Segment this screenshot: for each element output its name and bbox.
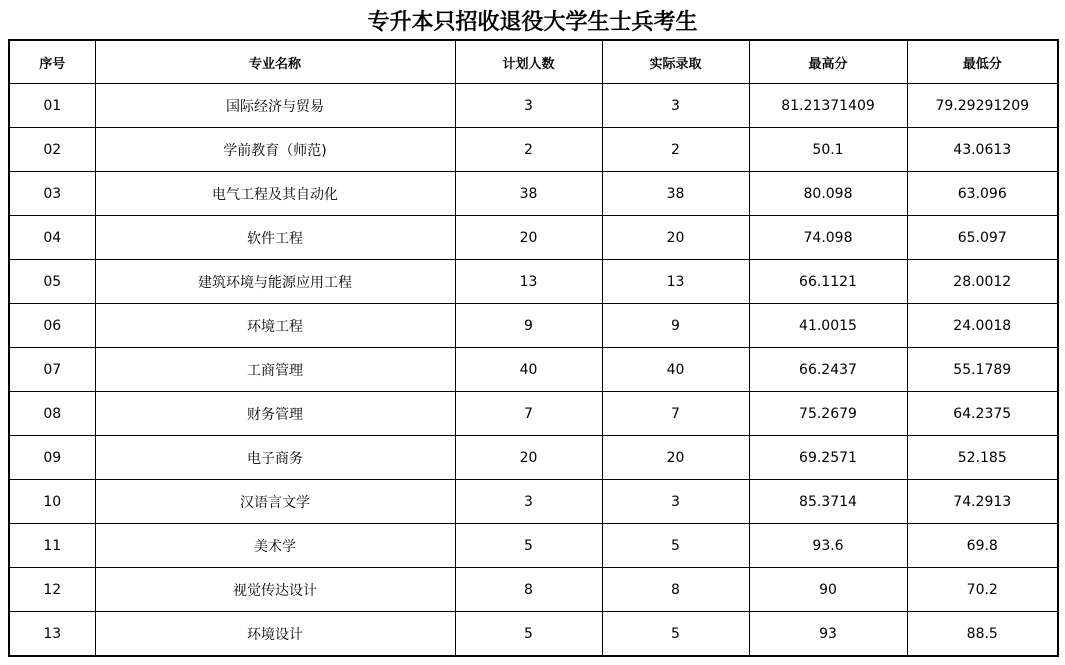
cell-max-score: 50.1 [749, 128, 907, 172]
cell-seq: 01 [9, 84, 95, 128]
cell-plan: 7 [455, 392, 602, 436]
header-seq: 序号 [9, 40, 95, 84]
cell-actual: 13 [602, 260, 749, 304]
cell-plan: 20 [455, 436, 602, 480]
table-header-row [9, 40, 1058, 84]
cell-seq: 03 [9, 172, 95, 216]
table-row [9, 392, 1058, 436]
cell-actual: 7 [602, 392, 749, 436]
cell-major: 环境设计 [95, 612, 455, 657]
cell-actual: 9 [602, 304, 749, 348]
cell-min-score: 55.1789 [907, 348, 1058, 392]
cell-plan: 5 [455, 524, 602, 568]
cell-min-score: 79.29291209 [907, 84, 1058, 128]
table-row [9, 216, 1058, 260]
header-actual: 实际录取 [602, 40, 749, 84]
cell-min-score: 43.0613 [907, 128, 1058, 172]
cell-seq: 05 [9, 260, 95, 304]
cell-min-score: 64.2375 [907, 392, 1058, 436]
cell-plan: 3 [455, 480, 602, 524]
cell-max-score: 81.21371409 [749, 84, 907, 128]
cell-plan: 40 [455, 348, 602, 392]
cell-plan: 3 [455, 84, 602, 128]
cell-max-score: 93.6 [749, 524, 907, 568]
cell-seq: 10 [9, 480, 95, 524]
header-major: 专业名称 [95, 40, 455, 84]
cell-major: 电气工程及其自动化 [95, 172, 455, 216]
cell-seq: 13 [9, 612, 95, 657]
page-title: 专升本只招收退役大学生士兵考生 [367, 10, 698, 35]
cell-major: 学前教育（师范) [95, 128, 455, 172]
cell-plan: 5 [455, 612, 602, 657]
cell-max-score: 74.098 [749, 216, 907, 260]
cell-major: 环境工程 [95, 304, 455, 348]
cell-actual: 3 [602, 84, 749, 128]
table-row [9, 128, 1058, 172]
cell-plan: 9 [455, 304, 602, 348]
cell-min-score: 28.0012 [907, 260, 1058, 304]
cell-max-score: 41.0015 [749, 304, 907, 348]
table-row [9, 304, 1058, 348]
cell-seq: 11 [9, 524, 95, 568]
cell-max-score: 90 [749, 568, 907, 612]
cell-plan: 20 [455, 216, 602, 260]
cell-actual: 3 [602, 480, 749, 524]
cell-min-score: 65.097 [907, 216, 1058, 260]
cell-seq: 02 [9, 128, 95, 172]
header-plan: 计划人数 [455, 40, 602, 84]
cell-major: 软件工程 [95, 216, 455, 260]
table-row [9, 568, 1058, 612]
table-row [9, 260, 1058, 304]
cell-major: 建筑环境与能源应用工程 [95, 260, 455, 304]
cell-actual: 5 [602, 524, 749, 568]
cell-actual: 20 [602, 216, 749, 260]
table-row [9, 436, 1058, 480]
cell-min-score: 24.0018 [907, 304, 1058, 348]
cell-seq: 07 [9, 348, 95, 392]
cell-major: 工商管理 [95, 348, 455, 392]
table-row [9, 172, 1058, 216]
cell-seq: 04 [9, 216, 95, 260]
cell-actual: 5 [602, 612, 749, 657]
cell-seq: 06 [9, 304, 95, 348]
cell-major: 财务管理 [95, 392, 455, 436]
cell-major: 电子商务 [95, 436, 455, 480]
cell-min-score: 52.185 [907, 436, 1058, 480]
cell-min-score: 74.2913 [907, 480, 1058, 524]
cell-max-score: 93 [749, 612, 907, 657]
cell-major: 美术学 [95, 524, 455, 568]
admission-score-table [8, 39, 1059, 657]
table-row [9, 524, 1058, 568]
cell-major: 国际经济与贸易 [95, 84, 455, 128]
cell-actual: 40 [602, 348, 749, 392]
cell-plan: 8 [455, 568, 602, 612]
cell-actual: 38 [602, 172, 749, 216]
header-max-score: 最高分 [749, 40, 907, 84]
cell-seq: 08 [9, 392, 95, 436]
cell-seq: 09 [9, 436, 95, 480]
cell-plan: 13 [455, 260, 602, 304]
cell-max-score: 80.098 [749, 172, 907, 216]
cell-max-score: 75.2679 [749, 392, 907, 436]
cell-actual: 2 [602, 128, 749, 172]
cell-max-score: 66.2437 [749, 348, 907, 392]
cell-max-score: 66.1121 [749, 260, 907, 304]
table-row [9, 84, 1058, 128]
cell-actual: 8 [602, 568, 749, 612]
table-body [9, 84, 1058, 657]
cell-min-score: 70.2 [907, 568, 1058, 612]
table-row [9, 480, 1058, 524]
cell-min-score: 63.096 [907, 172, 1058, 216]
cell-major: 视觉传达设计 [95, 568, 455, 612]
cell-actual: 20 [602, 436, 749, 480]
cell-plan: 2 [455, 128, 602, 172]
cell-max-score: 69.2571 [749, 436, 907, 480]
table-row [9, 612, 1058, 657]
cell-min-score: 88.5 [907, 612, 1058, 657]
cell-max-score: 85.3714 [749, 480, 907, 524]
cell-major: 汉语言文学 [95, 480, 455, 524]
cell-min-score: 69.8 [907, 524, 1058, 568]
cell-seq: 12 [9, 568, 95, 612]
cell-plan: 38 [455, 172, 602, 216]
header-min-score: 最低分 [907, 40, 1058, 84]
table-row [9, 348, 1058, 392]
